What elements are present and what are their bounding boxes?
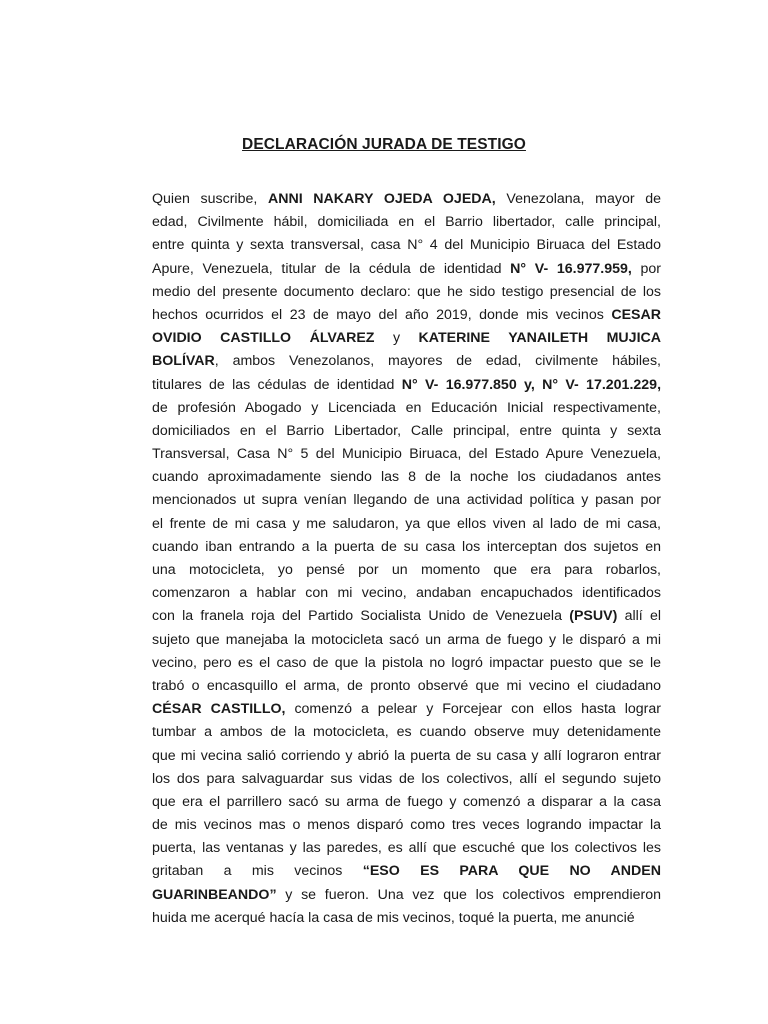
text-run: Quien suscribe,: [152, 191, 268, 207]
bold-text-run: KATERINE YANAILETH MUJICA: [418, 330, 661, 347]
text-run: que mi vecina salió corriendo y abrió la puerta de su casa y allí lograron entrar: [152, 747, 661, 764]
text-run: edad, Civilmente hábil, domiciliada en el Barrio libertador, calle principal,: [152, 214, 661, 231]
text-line: [152, 860, 661, 883]
text-line: [152, 721, 661, 744]
text-line: [152, 884, 661, 907]
bold-text-run: OVIDIO CASTILLO ÁLVAREZ: [152, 330, 375, 347]
text-run: cuando iban entrando a la puerta de su casa los interceptan dos sujetos en: [152, 538, 661, 555]
text-run: por: [631, 260, 661, 277]
text-run: tumbar a ambos de la motocicleta, es cuando observe muy detenidamente: [152, 724, 661, 741]
text-run: y: [374, 330, 419, 347]
bold-text-run: CESAR: [611, 306, 661, 323]
text-line: [152, 652, 661, 675]
bold-text-run: (PSUV): [569, 608, 618, 625]
text-run: una motocicleta, yo pensé por un momento que era para robarlos,: [152, 562, 661, 578]
text-run: mencionados ut supra venían llegando de una actividad política y pasan por: [152, 492, 661, 509]
text-line: [152, 745, 661, 768]
text-line: [152, 211, 661, 234]
declaration-body: [152, 188, 661, 930]
text-run: , ambos Venezolanos, mayores de edad, civilmente hábiles,: [214, 353, 661, 370]
bold-text-run: CÉSAR CASTILLO,: [152, 701, 286, 718]
bold-text-run: “ESO ES PARA QUE NO ANDEN: [362, 863, 661, 880]
text-run: gritaban a mis vecinos: [152, 863, 363, 880]
text-run: hechos ocurridos el 23 de mayo del año 2019, donde mis vecinos: [152, 306, 612, 323]
bold-text-run: BOLÍVAR: [152, 353, 215, 370]
text-run: domiciliados en el Barrio Libertador, Calle principal, entre quinta y sexta: [152, 422, 661, 439]
bold-text-run: GUARINBEANDO”: [152, 886, 277, 903]
text-line: [152, 768, 661, 791]
text-run: titulares de las cédulas de identidad: [152, 376, 402, 393]
text-run: huida me acerqué hacía la casa de mis vecinos, toqué la puerta, me anuncié: [152, 909, 635, 926]
text-line: [152, 582, 661, 605]
text-run: cuando aproximadamente siendo las 8 de la noche los ciudadanos antes: [152, 469, 661, 486]
text-line: [152, 837, 661, 860]
bold-text-run: N° V- 16.977.850 y, N° V- 17.201.229,: [401, 376, 662, 393]
text-line: [152, 258, 661, 281]
text-run: sujeto que manejaba la motocicleta sacó un arma de fuego y le disparó a mi: [152, 631, 661, 648]
text-run: con la franela roja del Partido Socialista Unido de Venezuela: [152, 608, 570, 625]
text-run: los dos para salvaguardar sus vidas de los colectivos, allí el segundo sujeto: [152, 770, 661, 787]
text-run: de profesión Abogado y Licenciada en Educación Inicial respectivamente,: [152, 399, 661, 416]
text-run: vecino, pero es el caso de que la pistola no logró impactar puesto que se le: [152, 654, 661, 671]
text-line: [152, 605, 661, 628]
text-line: [152, 629, 661, 652]
bold-text-run: ANNI NAKARY OJEDA OJEDA,: [267, 191, 496, 207]
text-run: puerta, las ventanas y las paredes, es allí que escuché que los colectivos les: [152, 840, 661, 857]
text-run: Transversal, Casa N° 5 del Municipio Biruaca, del Estado Apure Venezuela,: [152, 446, 661, 463]
text-line: [152, 443, 661, 466]
text-line: [152, 559, 661, 582]
text-run: de mis vecinos mas o menos disparó como tres veces logrando impactar la: [152, 817, 661, 834]
text-run: medio del presente documento declaro: que he sido testigo presencial de los: [152, 283, 661, 300]
text-line: [152, 281, 661, 304]
text-line: [152, 814, 661, 837]
text-line: [152, 397, 661, 420]
bold-text-run: N° V- 16.977.959,: [510, 260, 632, 277]
text-run: el frente de mi casa y me saludaron, ya que ellos viven al lado de mi casa,: [152, 515, 661, 532]
text-run: Apure, Venezuela, titular de la cédula de identidad: [152, 260, 511, 277]
text-line: [152, 466, 661, 489]
text-line: [152, 420, 661, 443]
text-run: entre quinta y sexta transversal, casa N° 4 del Municipio Biruaca del Estado: [152, 237, 661, 254]
text-run: trabó o encasquillo el arma, de pronto observé que mi vecino el ciudadano: [152, 677, 661, 694]
text-run: Venezolana, mayor de: [495, 191, 662, 207]
text-run: y se fueron. Una vez que los colectivos emprendieron: [276, 886, 661, 903]
text-run: comenzó a pelear y Forcejear con ellos hasta lograr: [285, 701, 662, 718]
text-line: [152, 513, 661, 536]
text-run: que era el parrillero sacó su arma de fuego y comenzó a disparar a la casa: [152, 793, 661, 810]
text-line: [152, 536, 661, 559]
text-run: allí el: [617, 608, 661, 625]
text-line: [152, 188, 661, 211]
document-title: DECLARACIÓN JURADA DE TESTIGO: [242, 136, 526, 153]
text-run: comenzaron a hablar con mi vecino, andaban encapuchados identificados: [152, 585, 661, 602]
text-line: [152, 234, 661, 257]
text-line: [152, 327, 661, 350]
text-line: [152, 304, 661, 327]
text-line: [152, 350, 661, 373]
text-line: [152, 791, 661, 814]
text-line: [152, 675, 661, 698]
text-line: [152, 489, 661, 512]
text-line: [152, 374, 661, 397]
text-line: [152, 907, 661, 930]
text-line: [152, 698, 661, 721]
